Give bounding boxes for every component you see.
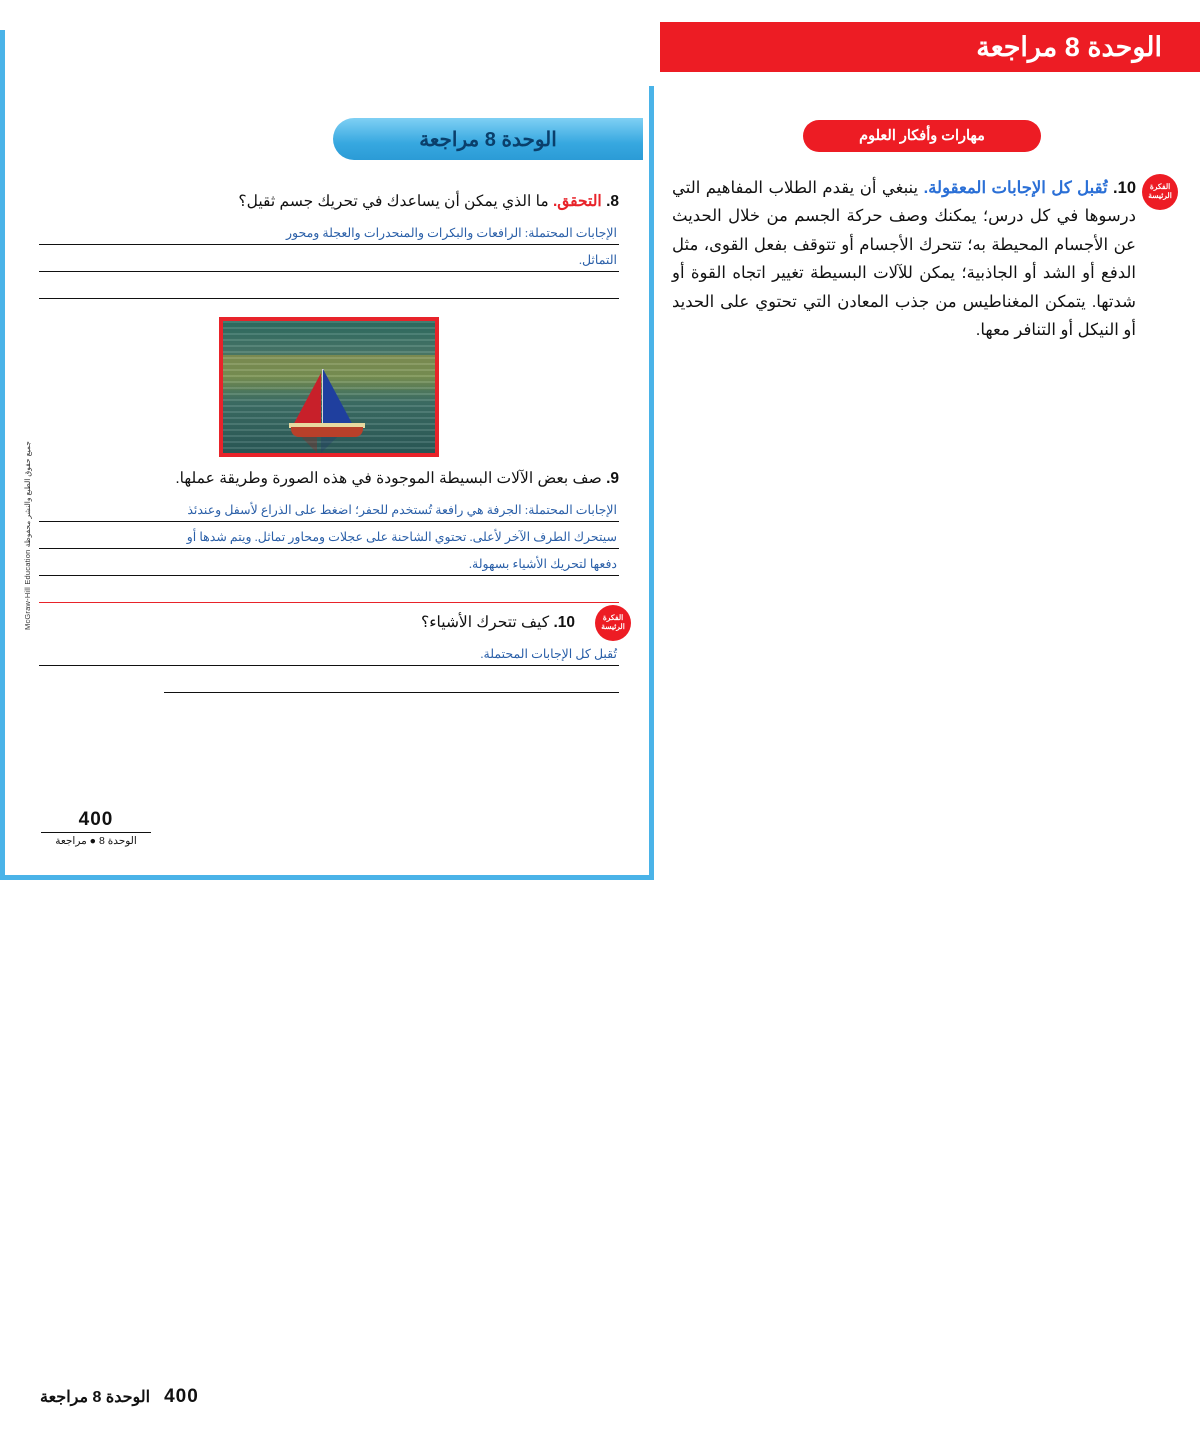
science-skills-label: مهارات وأفكار العلوم: [859, 128, 985, 144]
page-header-bar: [660, 22, 1200, 72]
answer-line-red: [39, 576, 619, 603]
teacher-item-number: 10.: [1113, 179, 1136, 197]
question-block-8: [39, 190, 619, 299]
page-top-cover: [5, 30, 657, 86]
question-8-prompt: ما الذي يمكن أن يساعدك في تحريك جسم ثقيل؟: [238, 193, 549, 210]
copyright-notice: McGraw-Hill Education جميع حقوق الطبع والنشر محفوظة: [23, 441, 32, 630]
question-8-answer-lines: [39, 218, 619, 299]
main-idea-badge-line1: الفكرة: [1149, 182, 1171, 192]
question-block-9: [39, 467, 619, 603]
question-9-text: [39, 467, 619, 491]
student-page-card: [0, 30, 654, 880]
unit-review-banner: [333, 118, 643, 160]
bottom-footer-label: الوحدة 8 مراجعة: [40, 1389, 151, 1406]
blue-sail: [323, 369, 355, 429]
main-idea-badge: [595, 605, 631, 641]
question-block-10: [39, 611, 625, 693]
answer-line: [39, 218, 619, 245]
question-8-lead: التحقق.: [552, 193, 602, 210]
page-header-title: الوحدة 8 مراجعة: [976, 31, 1162, 62]
question-9-number: 9.: [606, 470, 619, 488]
question-10-prompt: كيف تتحرك الأشياء؟: [421, 614, 550, 632]
answer-line-text: الإجابات المحتملة: الرافعات والبكرات والمنحدرات والعجلة ومحور: [286, 226, 617, 241]
question-8-text: [39, 190, 619, 214]
bottom-page-number: 400: [164, 1386, 199, 1407]
answer-line: [39, 272, 619, 299]
answer-line-text: دفعها لتحريك الأشياء بسهولة.: [468, 557, 617, 572]
main-idea-badge-line1: الفكرة: [602, 613, 624, 623]
sailboat-photo: [219, 317, 439, 457]
answer-line-text: تُقبل كل الإجابات المحتملة.: [480, 647, 617, 662]
teacher-notes-body: [672, 174, 1172, 344]
student-page-footer: [41, 809, 151, 847]
answer-line: [39, 549, 619, 576]
teacher-item-lead: تُقبل كل الإجابات المعقولة.: [923, 179, 1108, 197]
question-10-answer-lines: [39, 639, 619, 693]
bottom-footer-inner: [40, 1386, 199, 1408]
boat-hull: [291, 427, 363, 437]
red-sail: [291, 373, 321, 429]
student-page-number: 400: [78, 809, 114, 830]
teacher-item-text: ينبغي أن يقدم الطلاب المفاهيم التي درسوها في كل درس؛ يمكنك وصف حركة الجسم من خلال الحديث عن الأجسام المحيطة به؛ تتحرك الأجسام أو تتوقف بفعل القوى، مثل الدفع أو الشد أو الجاذبية؛ يمكن للآلات البسيطة تغيير اتجاه القوة أو شدتها. يتمكن المغناطيس من جذب المعادن التي تحتوي على الحديد أو النيكل أو التنافر معها.: [672, 179, 1136, 339]
question-9-prompt: صف بعض الآلات البسيطة الموجودة في هذه الصورة وطريقة عملها.: [175, 470, 602, 488]
question-9-answer-lines: [39, 495, 619, 603]
footer-rule: [41, 832, 151, 833]
main-idea-badge-line2: الرئيسة: [601, 622, 625, 632]
teacher-notes-column: [672, 120, 1172, 344]
answer-line: [39, 245, 619, 272]
answer-line-text: التماثل.: [578, 253, 617, 268]
question-10-text: [39, 611, 619, 635]
answer-line: [164, 666, 619, 693]
answer-line-text: الإجابات المحتملة: الجرفة هي رافعة تُستخدم للحفر؛ اضغط على الذراع لأسفل وعندئذ: [187, 503, 617, 518]
toy-sailboat: [283, 369, 375, 447]
figure-wrapper: [39, 317, 619, 457]
unit-review-banner-label: الوحدة 8 مراجعة: [419, 128, 557, 151]
main-idea-badge: [1142, 174, 1178, 210]
bottom-page-footer: [0, 1386, 1160, 1408]
answer-line: [39, 639, 619, 666]
answer-line-text: سيتحرك الطرف الآخر لأعلى. تحتوي الشاحنة على عجلات ومحاور تماثل. ويتم شدها أو: [186, 530, 617, 545]
main-idea-badge-line2: الرئيسة: [1148, 191, 1172, 200]
question-8-number: 8.: [606, 193, 619, 210]
student-footer-label: الوحدة 8 ● مراجعة: [55, 835, 137, 847]
science-skills-pill: [803, 120, 1041, 152]
question-10-number: 10.: [553, 614, 575, 632]
teacher-answer-paragraph: [672, 174, 1136, 344]
answer-line: [39, 495, 619, 522]
questions-area: [39, 190, 625, 701]
answer-line: [39, 522, 619, 549]
